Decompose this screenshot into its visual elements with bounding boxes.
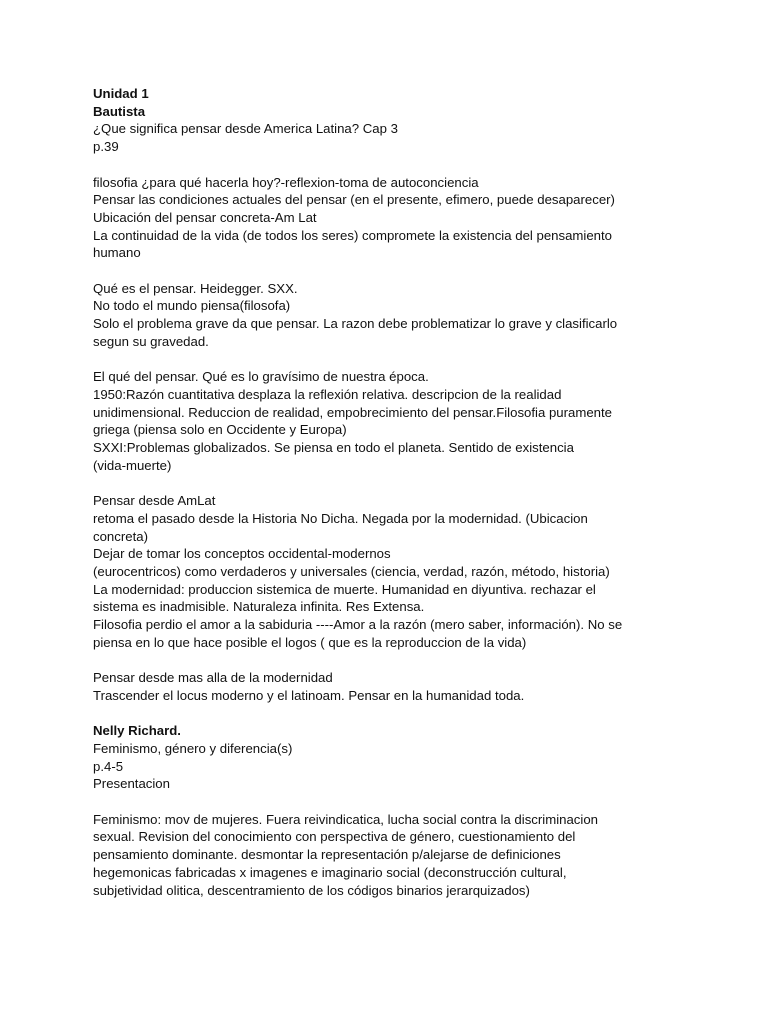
text-line: concreta) <box>93 528 148 544</box>
text-line: Solo el problema grave da que pensar. La razon debe problematizar lo grave y clasificarlo <box>93 316 618 332</box>
text-line: Dejar de tomar los conceptos occidental-modernos <box>93 546 391 562</box>
paragraph-spacer <box>93 793 733 811</box>
text-line: Feminismo: mov de mujeres. Fuera reivindicatica, lucha social contra la discriminacion <box>93 811 598 827</box>
text-line: hegemonicas fabricadas x imagenes e imaginario social (deconstrucción cultural, <box>93 864 567 880</box>
text-line: sexual. Revision del conocimiento con perspectiva de género, cuestionamiento del <box>93 829 576 845</box>
text-line: pensamiento dominante. desmontar la representación p/alejarse de definiciones <box>93 847 561 863</box>
paragraph <box>93 811 733 900</box>
text-line: No todo el mundo piensa(filosofa) <box>93 298 291 314</box>
text-line: Pensar desde mas alla de la modernidad <box>93 670 333 686</box>
paragraph-spacer <box>93 156 733 174</box>
text-line: 1950:Razón cuantitativa desplaza la reflexión relativa. descripcion de la realidad <box>93 386 562 402</box>
text-line: Qué es el pensar. Heidegger. SXX. <box>93 280 298 296</box>
text-line: El qué del pensar. Qué es lo gravísimo de nuestra época. <box>93 369 429 385</box>
paragraph-spacer <box>93 651 733 669</box>
text-line: SXXI:Problemas globalizados. Se piensa en todo el planeta. Sentido de existencia <box>93 440 574 456</box>
text-line: subjetividad olitica, descentramiento de los códigos binarios jerarquizados) <box>93 882 530 898</box>
text-line: La modernidad: produccion sistemica de muerte. Humanidad en diyuntiva. rechazar el <box>93 581 596 597</box>
author-heading-bautista: Bautista <box>93 103 146 119</box>
paragraph <box>93 174 733 263</box>
paragraph <box>93 368 733 474</box>
paragraph-spacer <box>93 474 733 492</box>
text-line: Presentacion <box>93 776 170 792</box>
text-line: sistema es inadmisible. Naturaleza infinita. Res Extensa. <box>93 599 425 615</box>
paragraph-spacer <box>93 705 733 723</box>
unit-heading: Unidad 1 <box>93 86 149 101</box>
text-line: griega (piensa solo en Occidente y Europa) <box>93 422 347 438</box>
text-line: ¿Que significa pensar desde America Latina? Cap 3 <box>93 121 398 137</box>
text-line: humano <box>93 245 141 261</box>
text-line: segun su gravedad. <box>93 333 209 349</box>
text-line: (vida-muerte) <box>93 457 172 473</box>
text-line: Filosofia perdio el amor a la sabiduria ----Amor a la razón (mero saber, información). No se <box>93 617 623 633</box>
text-line: Pensar las condiciones actuales del pensar (en el presente, efimero, puede desaparecer) <box>93 192 615 208</box>
section-richard-header <box>93 722 733 793</box>
text-line: (eurocentricos) como verdaderos y universales (ciencia, verdad, razón, método, historia) <box>93 563 610 579</box>
text-line: unidimensional. Reduccion de realidad, empobrecimiento del pensar.Filosofia puramente <box>93 404 613 420</box>
paragraph <box>93 492 733 651</box>
text-line: Feminismo, género y diferencia(s) <box>93 740 293 756</box>
page-reference: p.4-5 <box>93 758 124 774</box>
document-page <box>93 85 733 899</box>
text-line: piensa en lo que hace posible el logos ( que es la reproduccion de la vida) <box>93 634 527 650</box>
paragraph <box>93 669 733 704</box>
paragraph <box>93 280 733 351</box>
paragraph-spacer <box>93 262 733 280</box>
text-line: filosofia ¿para qué hacerla hoy?-reflexion-toma de autoconciencia <box>93 174 479 190</box>
text-line: Trascender el locus moderno y el latinoam. Pensar en la humanidad toda. <box>93 687 525 703</box>
section-bautista-header <box>93 85 733 156</box>
text-line: Ubicación del pensar concreta-Am Lat <box>93 209 317 225</box>
author-heading-richard: Nelly Richard. <box>93 723 181 739</box>
text-line: Pensar desde AmLat <box>93 493 216 509</box>
paragraph-spacer <box>93 351 733 369</box>
page-reference: p.39 <box>93 139 119 155</box>
text-line: retoma el pasado desde la Historia No Dicha. Negada por la modernidad. (Ubicacion <box>93 510 588 526</box>
text-line: La continuidad de la vida (de todos los seres) compromete la existencia del pensamiento <box>93 227 613 243</box>
